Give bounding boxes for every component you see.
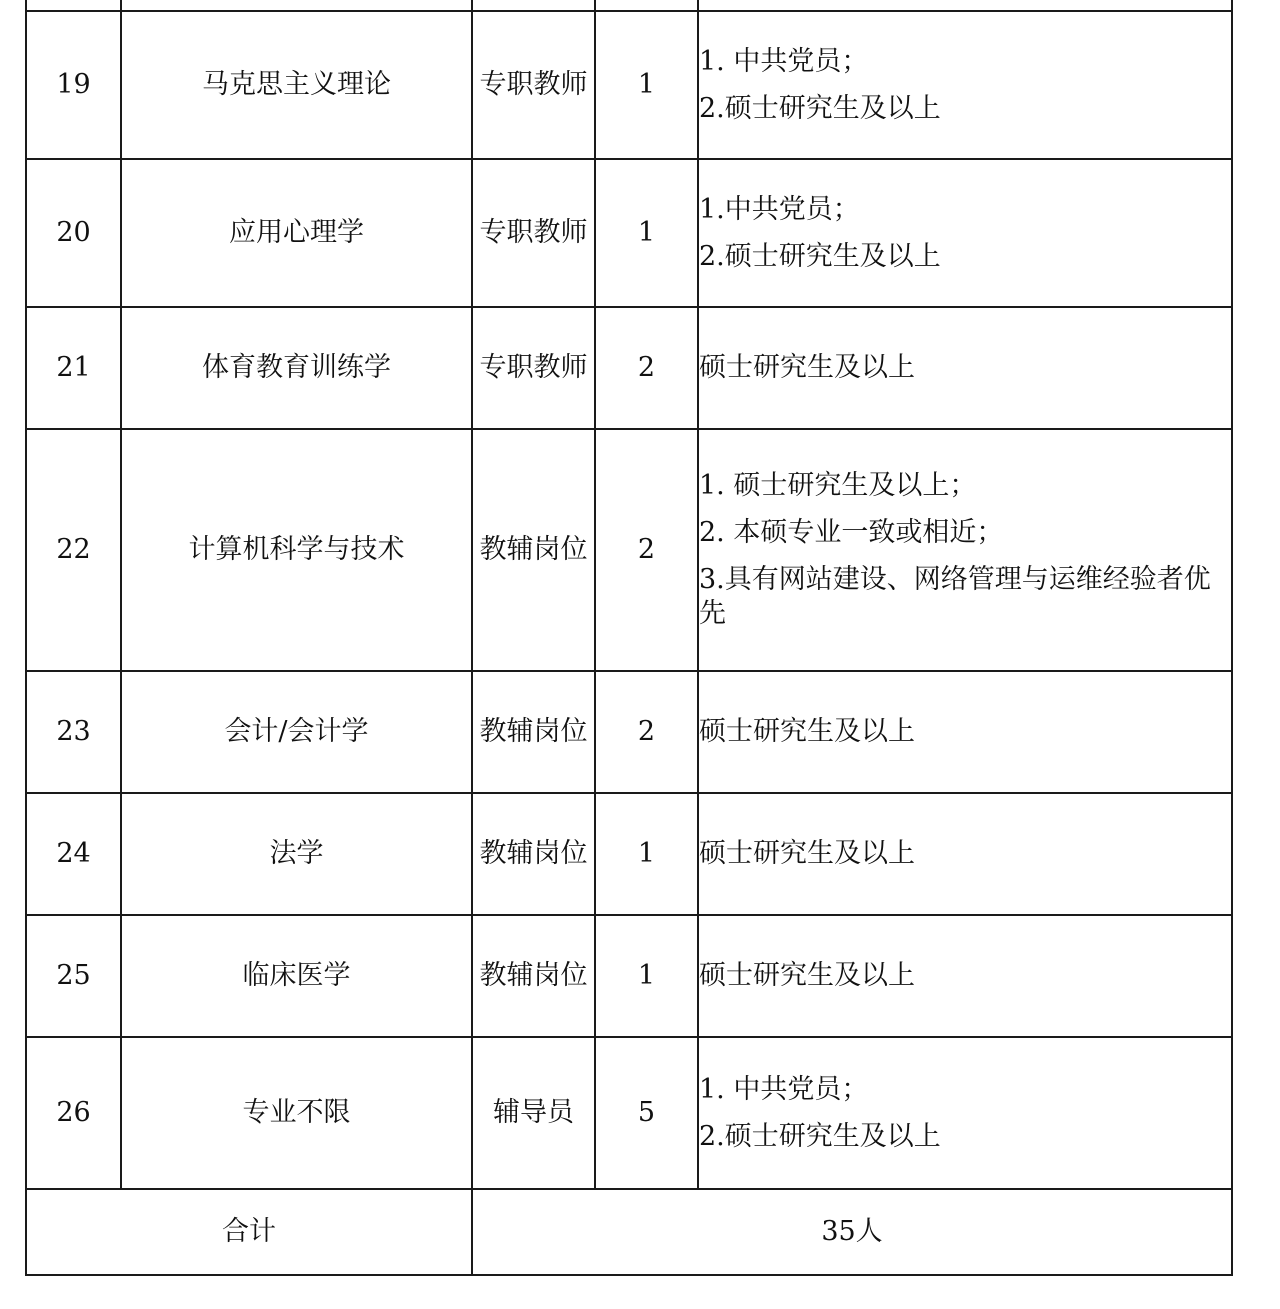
major-cell: 会计/会计学 [121,671,472,793]
table-row [26,793,1232,915]
requirements-cell [698,671,1232,793]
requirements-cell [698,915,1232,1037]
recruitment-table [25,0,1233,1276]
headcount-cell: 2 [595,671,698,793]
row-number: 26 [26,1037,121,1189]
table-row [26,671,1232,793]
table-row [26,429,1232,671]
requirement-line: 硕士研究生及以上 [699,838,915,869]
headcount-cell: 5 [595,1037,698,1189]
major-cell: 法学 [121,793,472,915]
table-row [26,915,1232,1037]
major-cell: 临床医学 [121,915,472,1037]
headcount-cell: 2 [595,429,698,671]
total-value: 35人 [472,1189,1232,1275]
table-row [26,1037,1232,1189]
requirement-line: 1. 硕士研究生及以上； [699,470,977,501]
position-type-cell: 教辅岗位 [472,915,595,1037]
row-number: 23 [26,671,121,793]
major-cell: 体育教育训练学 [121,307,472,429]
requirement-line: 硕士研究生及以上 [699,352,915,383]
requirement-line: 1. 中共党员； [699,1073,869,1105]
major-cell: 马克思主义理论 [121,11,472,159]
requirement-line: 2. 本硕专业一致或相近； [699,517,1004,548]
table-cell [698,0,1232,11]
total-label: 合计 [26,1189,472,1275]
requirement-line: 2.硕士研究生及以上 [699,1120,941,1152]
headcount-cell: 1 [595,793,698,915]
requirements-cell [698,11,1232,159]
headcount-cell: 2 [595,307,698,429]
table-row [26,159,1232,307]
major-cell: 应用心理学 [121,159,472,307]
requirement-line: 2.硕士研究生及以上 [699,240,941,272]
row-number: 19 [26,11,121,159]
row-number: 21 [26,307,121,429]
table-cell [472,0,595,11]
position-type-cell: 辅导员 [472,1037,595,1189]
row-number: 20 [26,159,121,307]
table-cell [26,0,121,11]
requirements-cell [698,159,1232,307]
position-type-cell: 教辅岗位 [472,429,595,671]
table-cell [121,0,472,11]
table-row-prev-strip [26,0,1232,11]
table-row [26,307,1232,429]
headcount-cell: 1 [595,11,698,159]
requirement-line: 2.硕士研究生及以上 [699,92,941,124]
requirement-line: 3.具有网站建设、网络管理与运维经验者优先 [699,564,1211,629]
position-type-cell: 教辅岗位 [472,793,595,915]
position-type-cell: 教辅岗位 [472,671,595,793]
requirements-cell [698,429,1232,671]
table-row [26,11,1232,159]
row-number: 24 [26,793,121,915]
requirements-cell [698,1037,1232,1189]
requirement-line: 硕士研究生及以上 [699,960,915,991]
position-type-cell: 专职教师 [472,11,595,159]
requirements-cell [698,793,1232,915]
requirement-line: 1. 中共党员； [699,45,869,77]
position-type-cell: 专职教师 [472,307,595,429]
requirement-line: 1.中共党员； [699,193,860,225]
total-row [26,1189,1232,1275]
headcount-cell: 1 [595,915,698,1037]
table-cell [595,0,698,11]
row-number: 25 [26,915,121,1037]
row-number: 22 [26,429,121,671]
major-cell: 计算机科学与技术 [121,429,472,671]
position-type-cell: 专职教师 [472,159,595,307]
major-cell: 专业不限 [121,1037,472,1189]
headcount-cell: 1 [595,159,698,307]
requirements-cell [698,307,1232,429]
requirement-line: 硕士研究生及以上 [699,716,915,747]
